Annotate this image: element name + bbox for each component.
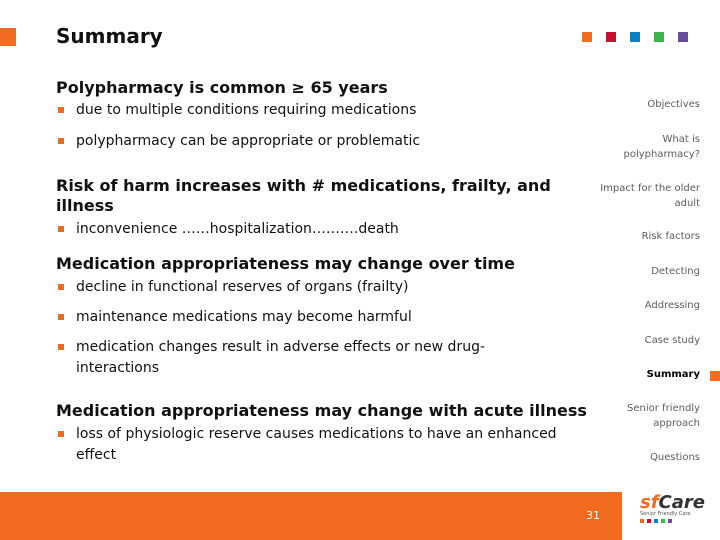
nav-item-objectives[interactable]: Objectives xyxy=(647,99,700,110)
section xyxy=(56,401,596,466)
bullet-text: decline in functional reserves of organs (frailty) xyxy=(76,279,409,295)
bullet-item xyxy=(56,277,596,298)
bullet-marker xyxy=(58,431,64,437)
section xyxy=(56,78,596,152)
bullet-text: maintenance medications may become harmful xyxy=(76,309,412,325)
color-square xyxy=(654,32,664,42)
logo-dot xyxy=(640,519,644,523)
section-heading: Medication appropriateness may change with acute illness xyxy=(56,401,587,420)
bullet-item xyxy=(56,219,596,240)
bullet-item xyxy=(56,131,596,152)
nav-item-summary[interactable]: Summary xyxy=(646,369,700,380)
color-square xyxy=(678,32,688,42)
bullet-marker xyxy=(58,284,64,290)
color-square xyxy=(582,32,592,42)
bullet-text: loss of physiologic reserve causes medications to have an enhanced effect xyxy=(76,426,557,463)
section xyxy=(56,254,596,379)
section xyxy=(56,176,596,240)
section-heading: Polypharmacy is common ≥ 65 years xyxy=(56,78,388,97)
nav-item-what-is-polypharmacy[interactable]: What is polypharmacy? xyxy=(623,134,700,160)
section-heading: Risk of harm increases with # medications, frailty, and illness xyxy=(56,176,551,215)
nav-item-detecting[interactable]: Detecting xyxy=(651,266,700,277)
bullet-text: inconvenience ……hospitalization……….death xyxy=(76,221,399,237)
nav-item-senior-friendly-approach[interactable]: Senior friendly approach xyxy=(627,403,700,429)
page-number: 31 xyxy=(586,509,600,522)
bullet-marker xyxy=(58,314,64,320)
bullet-text: medication changes result in adverse effects or new drug-interactions xyxy=(76,339,486,376)
nav-item-risk-factors[interactable]: Risk factors xyxy=(641,231,700,242)
bullet-item xyxy=(56,100,596,121)
bullet-item xyxy=(56,424,586,466)
nav-item-addressing[interactable]: Addressing xyxy=(644,300,700,311)
slide-title: Summary xyxy=(56,24,163,48)
logo-dot xyxy=(654,519,658,523)
nav-item-impact-older-adult[interactable]: Impact for the older adult xyxy=(600,183,700,209)
logo-dot xyxy=(661,519,665,523)
bullet-marker xyxy=(58,107,64,113)
nav-item-questions[interactable]: Questions xyxy=(650,452,700,463)
logo-tagline: Senior Friendly Care xyxy=(640,511,691,517)
logo-dot xyxy=(668,519,672,523)
slide-content xyxy=(56,78,596,466)
bullet-text: due to multiple conditions requiring medications xyxy=(76,102,417,118)
logo-dot xyxy=(647,519,651,523)
color-square xyxy=(630,32,640,42)
section-heading: Medication appropriateness may change over time xyxy=(56,254,515,273)
bullet-item xyxy=(56,307,596,328)
logo-name: Care xyxy=(658,492,705,513)
nav-item-case-study[interactable]: Case study xyxy=(644,335,700,346)
footer-bar xyxy=(0,492,622,540)
sfcare-logo xyxy=(640,492,708,538)
bullet-marker xyxy=(58,226,64,232)
bullet-marker xyxy=(58,138,64,144)
corner-accent-square xyxy=(0,28,16,46)
logo-wordmark xyxy=(640,492,708,513)
color-square xyxy=(606,32,616,42)
nav-active-marker xyxy=(710,371,720,381)
logo-dots xyxy=(640,519,708,523)
header-color-squares xyxy=(582,32,688,42)
bullet-marker xyxy=(58,344,64,350)
logo-prefix: sf xyxy=(640,492,659,513)
bullet-text: polypharmacy can be appropriate or problematic xyxy=(76,133,421,149)
bullet-item xyxy=(56,337,516,379)
